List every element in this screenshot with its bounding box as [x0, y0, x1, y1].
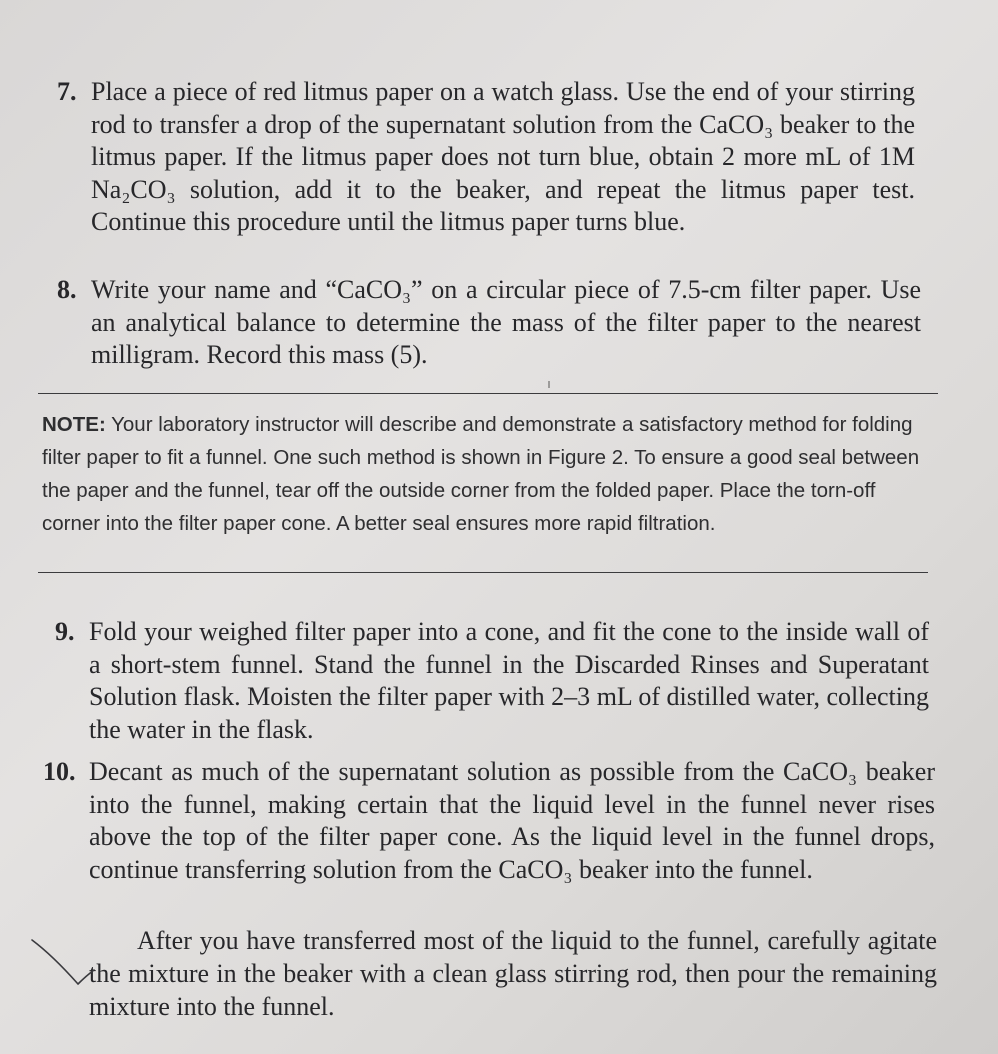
note-label: NOTE:: [42, 413, 106, 436]
note-box: [42, 408, 928, 540]
step-9: [55, 616, 929, 746]
step-text: Place a piece of red litmus paper on a watch glass. Use the end of your stirring rod to transfer a drop of the supernatant solution from the CaCO₃ beaker to the litmus paper. If the litmus paper does not turn blue, obtain 2 more mL of 1M Na₂CO₃ solution, add it to the beaker, and repeat the litmus paper test. Continue this procedure until the litmus paper turns blue.: [91, 77, 915, 236]
pen-mark: [545, 380, 553, 392]
step-number: 7.: [57, 77, 77, 106]
note-text: Your laboratory instructor will describe and demonstrate a satisfactory method for folding filter paper to fit a funnel. One such method is shown in Figure 2. To ensure a good seal between the paper and the funnel, tear off the outside corner from the folded paper. Place the torn-off corner into the filter paper cone. A better seal ensures more rapid filtration.: [42, 413, 920, 535]
step-text: Decant as much of the supernatant solution as possible from the CaCO₃ beaker into the funnel, making certain that the liquid level in the funnel never rises above the top of the filter paper cone. As the liquid level in the funnel drops, continue transferring solution from the CaCO₃ beaker into the funnel.: [89, 757, 935, 884]
note-top-rule: [38, 393, 938, 394]
step-8: [57, 274, 921, 372]
handwritten-check-mark: [28, 936, 98, 996]
note-bottom-rule: [38, 572, 928, 573]
step-text: Write your name and “CaCO₃” on a circular piece of 7.5-cm filter paper. Use an analytical balance to determine the mass of the filter paper to the nearest milligram. Record this mass (5).: [91, 275, 921, 369]
step-10: [43, 756, 935, 886]
step-7: [57, 76, 915, 239]
step-number: 9.: [55, 617, 75, 646]
step-10-continuation: After you have transferred most of the liquid to the funnel, carefully agitate the mixture in the beaker with a clean glass stirring rod, then pour the remaining mixture into the funnel.: [89, 926, 937, 1021]
step-text: Fold your weighed filter paper into a cone, and fit the cone to the inside wall of a short-stem funnel. Stand the funnel in the Discarded Rinses and Superatant Solution flask. Moisten the filter paper with 2–3 mL of distilled water, collecting the water in the flask.: [89, 617, 929, 744]
step-number: 10.: [43, 757, 76, 786]
step-number: 8.: [57, 275, 77, 304]
